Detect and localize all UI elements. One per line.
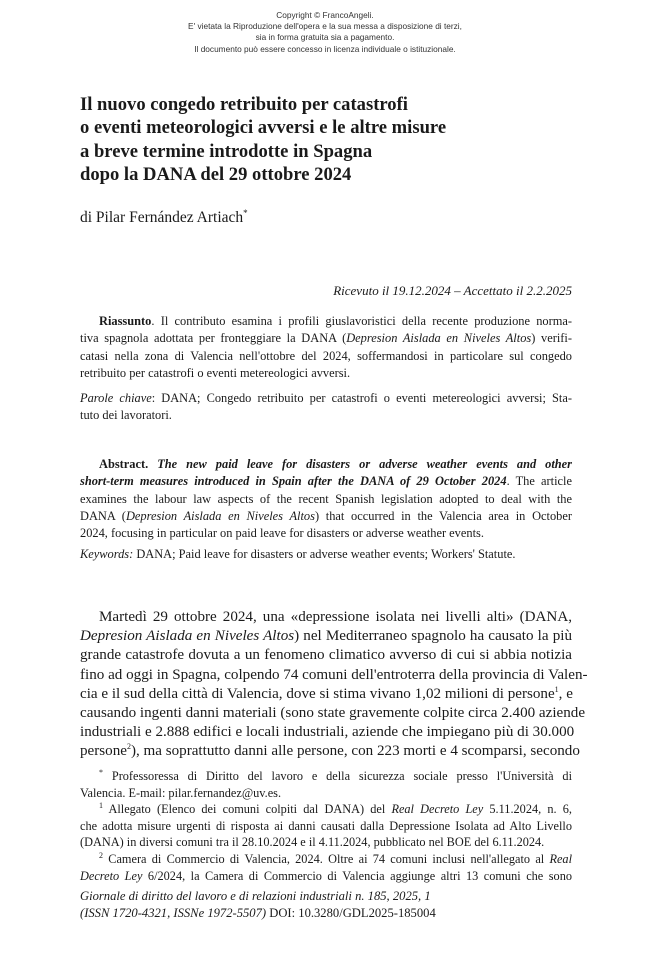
abstract-title-text: short-term measures introduced in Spain after the DANA of 29 October 2024 (80, 474, 507, 489)
footnote-line: Valencia. E-mail: pilar.fernandez@uv.es. (80, 785, 282, 800)
body-line (80, 742, 580, 761)
riassunto-line: retribuito per catastrofi o eventi metereologici avversi. (80, 365, 351, 380)
keywords-text: DANA; Paid leave for disasters or adverse weather events; Workers' Statute. (133, 547, 516, 561)
body-line: Martedì 29 ottobre 2024, una «depressione isolata nei livelli alti» (DANA, (99, 609, 572, 625)
author-name: di Pilar Fernández Artiach (80, 209, 244, 226)
keywords-line (80, 546, 572, 563)
author-footnote-mark: * (243, 207, 248, 218)
journal-title: Giornale di diritto del lavoro e di relazioni industriali n. 185, 2025, 1 (80, 889, 431, 903)
riassunto-line: catasi nella zona di Valencia nell'ottobre del 2024, soffermandosi in particolare sul congedo (80, 348, 572, 363)
copyright-line: Il documento può essere concesso in licenza individuale o istituzionale. (194, 43, 456, 54)
parole-text: : DANA; Congedo retribuito per catastrofi o eventi metereologici avversi; Sta- (151, 391, 572, 405)
parole-label: Parole chiave (80, 391, 152, 405)
footnote-mark: 1 (99, 801, 103, 811)
riassunto-text: ) verifi- (531, 331, 572, 346)
footnote-mark: 2 (99, 850, 103, 860)
abstract-text: DANA ( (80, 508, 126, 523)
abstract-text: . The article (506, 474, 572, 489)
footnote-text: Allegato (Elenco dei comuni colpiti dal DANA) del (103, 802, 392, 817)
abstract-line: examines the labour law aspects of the recent Spanish legislation adopted to deal with the (80, 491, 572, 506)
abstract-text: ) that occurred in the Valencia area in October (314, 508, 572, 523)
footnote-italic: Decreto Ley (80, 868, 143, 883)
body-line: fino ad oggi in Spagna, colpendo 74 comuni dell'entroterra della provincia di Valen- (80, 666, 588, 683)
copyright-notice (0, 10, 650, 55)
parole-line: tuto dei lavoratori. (80, 408, 172, 423)
body-text: persone (80, 743, 127, 760)
footnote-ref-2[interactable]: 2 (126, 742, 131, 752)
abstract-label: Abstract. (99, 457, 149, 471)
footnote-italic: Real Decreto Ley (391, 802, 484, 817)
footnote-line (80, 851, 572, 868)
body-text: cia e il sud della città di Valencia, dove si stima vivano 1,02 milioni di persone (80, 685, 555, 702)
abstract-line (80, 473, 572, 490)
abstract-italic-term: Depresion Aislada en Niveles Altos (125, 508, 315, 523)
riassunto-line (80, 330, 572, 347)
keywords-label: Keywords: (80, 547, 134, 561)
riassunto-italic-term: Depresion Aislada en Niveles Altos (346, 331, 532, 346)
footnote-mark: * (99, 767, 103, 777)
article-title (80, 93, 580, 186)
riassunto-text: . Il contributo esamina i profili giuslavoristici della recente produzione norma- (151, 314, 572, 328)
footnote-line: che adotta misure urgenti di risposta ai danni causati dalla Depressione Isolata ad Alto Livello (80, 818, 572, 833)
abstract-line (80, 508, 572, 525)
footnote-italic: Real (549, 851, 572, 866)
footnote-text: 5.11.2024, n. 6, (483, 802, 572, 817)
body-line (80, 685, 572, 704)
journal-doi[interactable]: DOI: 10.3280/GDL2025-185004 (266, 905, 436, 920)
body-paragraph (80, 608, 588, 762)
journal-issn: (ISSN 1720-4321, ISSNe 1972-5507) (80, 905, 267, 920)
riassunto-text: tiva spagnola adottata per fronteggiare la DANA ( (80, 331, 347, 346)
footnote-text: Camera di Commercio di Valencia, 2024. Oltre ai 74 comuni inclusi nell'allegato al (103, 851, 550, 866)
copyright-line: sia in forma gratuita sia a pagamento. (255, 32, 395, 43)
parole-chiave-paragraph (80, 390, 572, 425)
keywords-paragraph (80, 546, 572, 563)
footnote-text: Professoressa di Diritto del lavoro e della sicurezza sociale presso l'Università di (103, 769, 572, 783)
journal-footer (80, 888, 572, 922)
author-byline (80, 209, 248, 227)
copyright-line: E' vietata la Riproduzione dell'opera e la sua messa a disposizione di terzi, (188, 21, 462, 32)
journal-line (80, 888, 572, 905)
abstract-line (80, 456, 572, 473)
body-line: grande catastrofe dovuta a un fenomeno climatico avverso di cui si abbia notizia (80, 647, 572, 664)
title-line: Il nuovo congedo retribuito per catastrofi (80, 94, 408, 115)
body-line: industriali e 2.888 edifici e locali industriali, aziende che impiegano più di 30.000 (80, 724, 575, 741)
riassunto-line (80, 313, 572, 330)
body-text: , e (558, 685, 573, 702)
footnote-line: (DANA) in diversi comuni tra il 28.10.2024 e il 4.11.2024, pubblicato nel BOE del 6.11.2024. (80, 835, 545, 850)
abstract-paragraph (80, 456, 572, 542)
body-line: causando ingenti danni materiali (sono state gravemente colpite circa 2.400 aziende (80, 705, 586, 722)
received-accepted-dates: Ricevuto il 19.12.2024 – Accettato il 2.2.2025 (333, 283, 572, 298)
abstract-title-text: The new paid leave for disasters or adverse weather events and other (157, 457, 572, 471)
footnote-line (80, 868, 572, 885)
footnote-text: 6/2024, la Camera di Commercio di Valencia aggiunge altri 13 comuni che sono (142, 868, 572, 883)
footnote-line (80, 768, 572, 785)
body-text: ), ma soprattutto danni alle persone, con 223 morti e 4 scomparsi, secondo (130, 743, 580, 760)
riassunto-label: Riassunto (99, 314, 152, 328)
title-line: a breve termine introdotte in Spagna (80, 140, 373, 162)
footnotes (80, 768, 572, 884)
copyright-line: Copyright © FrancoAngeli. (276, 10, 374, 20)
footnote-ref-1[interactable]: 1 (554, 684, 559, 694)
title-line: dopo la DANA del 29 ottobre 2024 (80, 163, 352, 185)
journal-line (80, 905, 572, 922)
body-italic-term: Depresion Aislada en Niveles Altos (80, 628, 295, 645)
body-text: ) nel Mediterraneo spagnolo ha causato la più (294, 628, 572, 645)
parole-line (80, 390, 572, 407)
abstract-line: 2024, focusing in particular on paid leave for disasters or adverse weather events. (80, 526, 484, 541)
riassunto-paragraph (80, 313, 572, 382)
body-line (80, 627, 572, 646)
title-line: o eventi meteorologici avversi e le altre misure (80, 117, 447, 139)
footnote-line (80, 801, 572, 818)
